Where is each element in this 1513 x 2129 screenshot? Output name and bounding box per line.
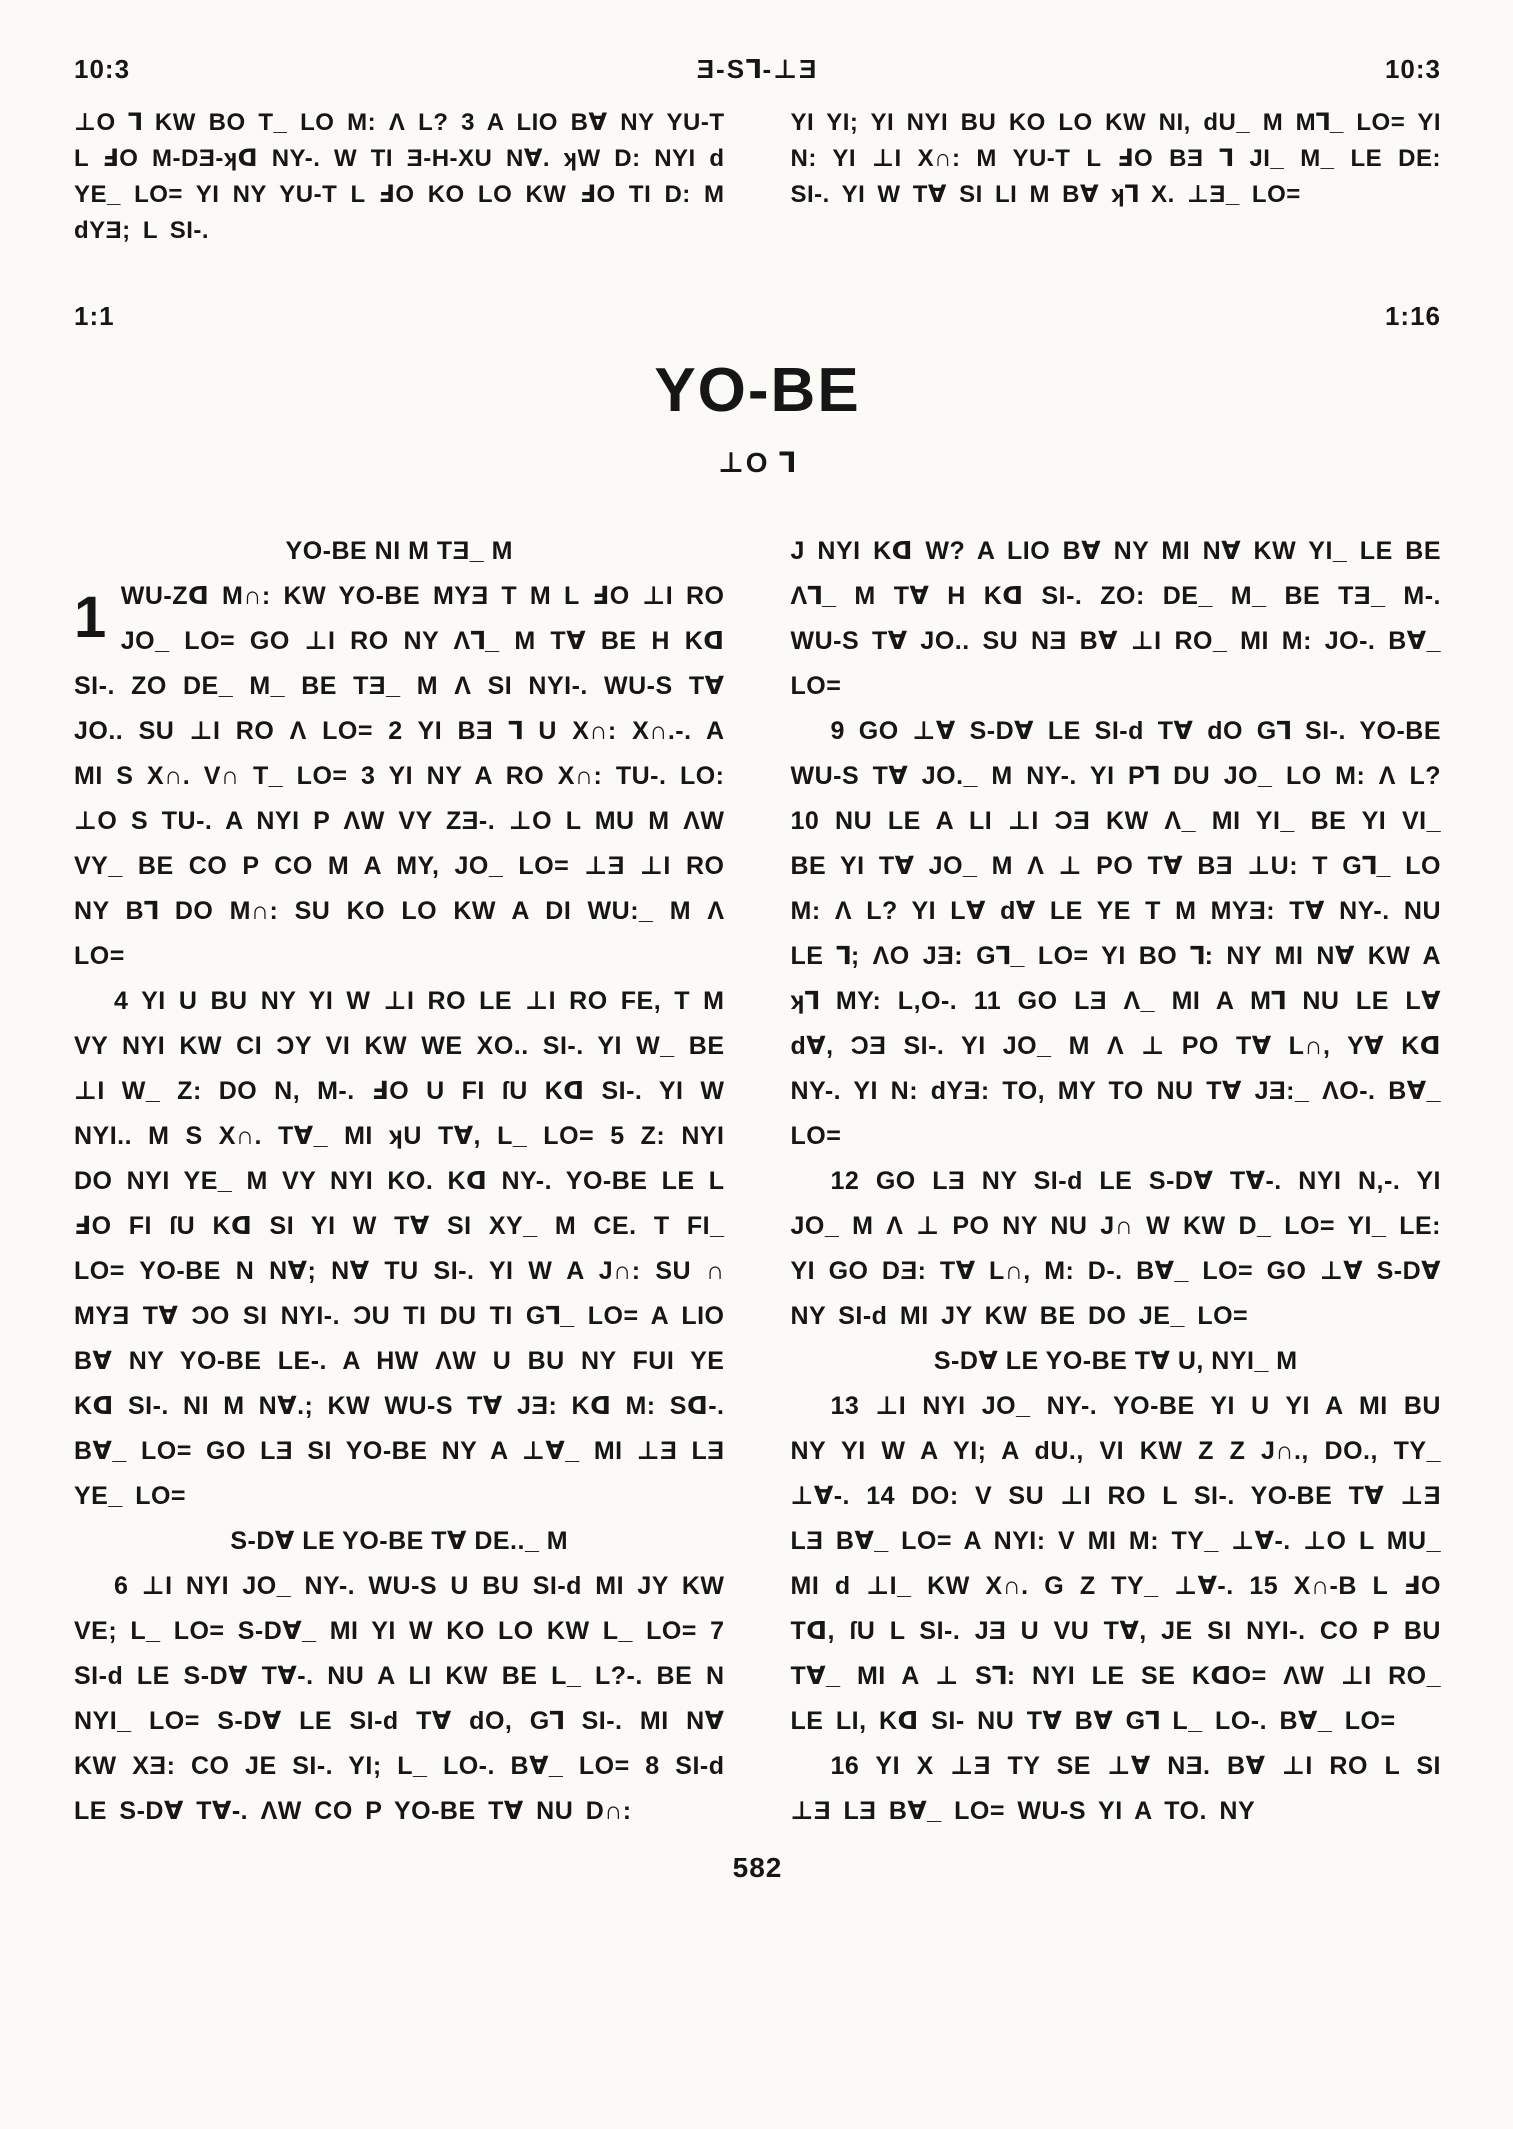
header-verse-ref-left: 10:3: [74, 54, 131, 84]
book-subtitle: ⊥O ⅂: [718, 447, 797, 478]
section-heading: S-D∀ LE YO-BE T∀ DE.._ M: [230, 1527, 569, 1555]
verse-range-right: 1:16: [1384, 301, 1441, 331]
header-verse-ref-right: 10:3: [1384, 54, 1441, 84]
verse-paragraph: 16 YI X ⊥Ǝ TY SE ⊥∀ NƎ. B∀ ⊥I RO L SI ⊥Ǝ LƎ B∀_ LO= WU-S YI A TO. NY: [790, 1752, 1441, 1825]
verse-paragraph: 9 GO ⊥∀ S-D∀ LE SI-d T∀ dO G⅂ SI-. YO-BE WU-S T∀ JO._ M NY-. YI P⅂ DU JO_ LO M: Λ L? 10 NU LE A LI ⊥I ƆƎ KW Λ_ MI YI_ BE YI VI_ BE YI T∀ JO_ M Λ ⊥ PO T∀ BƎ ⊥U: T G⅂_ LO M: Λ L? YI L∀ d∀ LE YE T M MYƎ: T∀ NY-. NU LE ⅂; ΛO JƎ: G⅂_ LO= YI BO ⅂: NY MI N∀ KW A ʞ⅂ MY: L,O-. 11 GO LƎ Λ_ MI A M⅂ NU LE L∀ d∀, ƆƎ SI-. YI JO_ M Λ ⊥ PO T∀ L∩, Y∀ Kᗡ NY-. YI N: dYƎ: TO, MY TO NU T∀ JƎ:_ ΛO-. B∀_ LO=: [790, 717, 1441, 1150]
verse-paragraph: 12 GO LƎ NY SI-d LE S-D∀ T∀-. NYI N,-. YI JO_ M Λ ⊥ PO NY NU J∩ W KW D_ LO= YI_ LE: YI GO DƎ: T∀ L∩, M: D-. B∀_ LO= GO ⊥∀ S-D∀ NY SI-d MI JY KW BE DO JE_ LO=: [790, 1167, 1441, 1330]
verse-paragraph: 4 YI U BU NY YI W ⊥I RO LE ⊥I RO FE, T M VY NYI KW CI ƆY VI KW WE XO.. SI-. YI W_ BE ⊥I W_ Z: DO N, M-. ℲO U FI ſU Kᗡ SI-. YI W NYI.. M S X∩. T∀_ MI ʞU T∀, L_ LO= 5 Z: NYI DO NYI YE_ M VY NYI KO. Kᗡ NY-. YO-BE LE L ℲO FI ſU Kᗡ SI YI W T∀ SI XY_ M CE. T FI_ LO= YO-BE N N∀; N∀ TU SI-. YI W A J∩: SU ∩ MYƎ T∀ ƆO SI NYI-. ƆU TI DU TI G⅂_ LO= A LIO B∀ NY YO-BE LE-. A HW ΛW U BU NY FUI YE Kᗡ SI-. NI M N∀.; KW WU-S T∀ JƎ: Kᗡ M: Sᗡ-. B∀_ LO= GO LƎ SI YO-BE NY A ⊥∀_ MI ⊥Ǝ LƎ YE_ LO=: [74, 987, 725, 1510]
section-heading: YO-BE NI M TƎ_ M: [285, 537, 513, 565]
esther-ending-section: [74, 105, 1441, 249]
esther-left-column-text: ⊥O ⅂ KW BO T_ LO M: Λ L? 3 A LIO B∀ NY YU-T L ℲO M-DƎ-ʞᗡ NY-. W TI Ǝ-H-XU N∀. ʞW D: NYI d YE_ LO= YI NY YU-T L ℲO KO LO KW ℲO TI D: M dYƎ; L SI-.: [74, 109, 725, 244]
header-book-name: Ǝ-S⅂-⊥Ǝ: [696, 54, 819, 84]
chapter-number-dropcap: 1: [74, 585, 107, 650]
book-title: YO-BE: [654, 356, 861, 425]
page-number: 582: [732, 1852, 783, 1883]
section-heading: S-D∀ LE YO-BE T∀ U, NYI_ M: [933, 1347, 1298, 1375]
running-header: [74, 54, 1441, 85]
verse-paragraph: 1 WU-Zᗡ M∩: KW YO-BE MYƎ T M L ℲO ⊥I RO JO_ LO= GO ⊥I RO NY Λ⅂_ M T∀ BE H Kᗡ SI-. ZO DE_ M_ BE TƎ_ M Λ SI NYI-. WU-S T∀ JO.. SU ⊥I RO Λ LO= 2 YI BƎ ⅂ U X∩: X∩.-. A MI S X∩. V∩ T_ LO= 3 YI NY A RO X∩: TU-. LO: ⊥O S TU-. A NYI P ΛW VY ZƎ-. ⊥O L MU M ΛW VY_ BE CO P CO M A MY, JO_ LO= ⊥Ǝ ⊥I RO NY B⅂ DO M∩: SU KO LO KW A DI WU:_ M Λ LO=: [74, 574, 725, 979]
job-chapter-one-section: [74, 529, 1441, 1834]
verse-range-left: 1:1: [74, 301, 115, 331]
chapter-verse-range-row: [74, 301, 1441, 332]
verse-paragraph: 6 ⊥I NYI JO_ NY-. WU-S U BU SI-d MI JY KW VE; L_ LO= S-D∀_ MI YI W KO LO KW L_ LO= 7 SI-d LE S-D∀ T∀-. NU A LI KW BE L_ L?-. BE N NYI_ LO= S-D∀ LE SI-d T∀ dO, G⅂ SI-. MI N∀ KW XƎ: CO JE SI-. YI; L_ LO-. B∀_ LO= 8 SI-d LE S-D∀ T∀-. ΛW CO P YO-BE T∀ NU D∩:: [74, 1572, 725, 1825]
esther-right-column-text: YI YI; YI NYI BU KO LO KW NI, dU_ M M⅂_ LO= YI N: YI ⊥I X∩: M YU-T L ℲO BƎ ⅂ JI_ M_ LE DE: SI-. YI W T∀ SI LI M B∀ ʞ⅂ X. ⊥Ǝ_ LO=: [790, 109, 1441, 208]
verse-paragraph: J NYI Kᗡ W? A LIO B∀ NY MI N∀ KW YI_ LE BE Λ⅂_ M T∀ H Kᗡ SI-. ZO: DE_ M_ BE TƎ_ M-. WU-S T∀ JO.. SU NƎ B∀ ⊥I RO_ MI M: JO-. B∀_ LO=: [790, 537, 1441, 700]
job-right-column: [791, 529, 1442, 1834]
job-left-column: [74, 529, 725, 1834]
verse-paragraph: 13 ⊥I NYI JO_ NY-. YO-BE YI U YI A MI BU NY YI W A YI; A dU., VI KW Z Z J∩., DO., TY_ ⊥∀-. 14 DO: V SU ⊥I RO L SI-. YO-BE T∀ ⊥Ǝ LƎ B∀_ LO= A NYI: V MI M: TY_ ⊥∀-. ⊥O L MU_ MI d ⊥I_ KW X∩. G Z TY_ ⊥∀-. 15 X∩-B L ℲO Tᗡ, ſU L SI-. JƎ U VU T∀, JE SI NYI-. CO P BU T∀_ MI A ⊥ S⅂: NYI LE SE KᗡO= ΛW ⊥I RO_ LE LI, Kᗡ SI- NU T∀ B∀ G⅂ L_ LO-. B∀_ LO=: [790, 1392, 1441, 1735]
